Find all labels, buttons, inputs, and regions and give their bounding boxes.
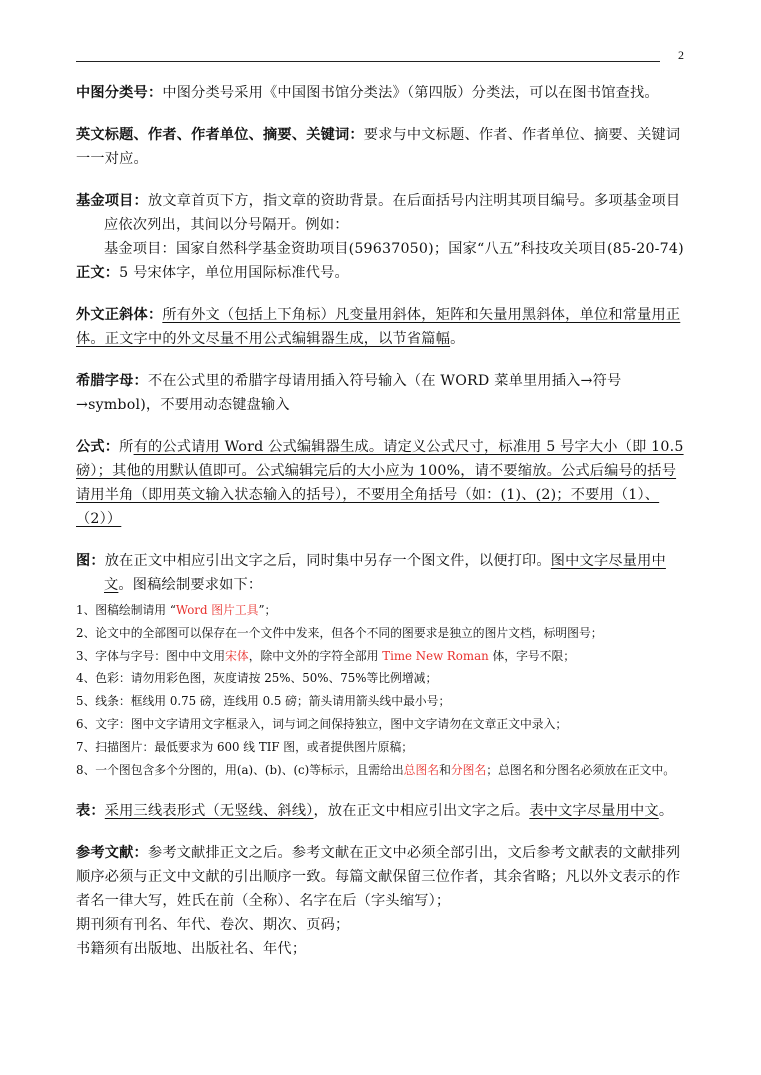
list-item-highlight: 分图名 (450, 762, 487, 777)
refs-text: 参考文献排正文之后。参考文献在正文中必须全部引出，文后参考文献表的文献排列顺序必须与正文中文献的引出顺序一致。每篇文献保留三位作者，其余省略；凡以外文表示的作者名一律大写，姓氏在前（全称）、名字在后（字头缩写）； (76, 845, 681, 910)
table-text-end: 。 (658, 803, 674, 820)
refs-paragraph (76, 841, 688, 913)
list-item (76, 690, 688, 713)
italic-end: 。 (450, 331, 465, 347)
body-text-paragraph (76, 261, 688, 285)
table-text-underlined-2: 表中文字尽量用中文 (529, 803, 659, 820)
formula-text: 有的公式请用 Word 公式编辑器生成。请定义公式尺寸，标准用 5 号字大小（即 10.5 磅）；其他的用默认值即可。公式编辑完后的大小应为 100%，请不要缩放。公式后编号的括号请用半角（即用英文输入状态输入的括号），不要用全角括号（如：(1)、(2)；不要用（1）、（2）） (76, 439, 684, 527)
list-item-text: 5、线条：框线用 0.75 磅，连线用 0.5 磅；箭头请用箭头线中最小号； (76, 694, 451, 709)
list-item (76, 713, 688, 736)
list-item-text: 3、字体与字号：图中中文用 (76, 648, 226, 663)
list-item-highlight: Word 图片工具 (175, 603, 259, 617)
list-item-highlight: Time New Roman (382, 648, 489, 663)
list-item-highlight: 宋体 (225, 648, 249, 663)
formula-label: 公式： (76, 439, 120, 455)
list-item-highlight: 总图名 (403, 762, 440, 777)
list-item-text: 4、色彩：请勿用彩色图，灰度请按 25%、50%、75%等比例增减； (76, 671, 438, 686)
content (76, 81, 688, 961)
italic-paragraph (76, 303, 688, 351)
table-text-mid: ，放在正文中相应引出文字之后。 (313, 803, 530, 820)
body-text-text: 5 号宋体字，单位用国际标准代号。 (119, 265, 349, 281)
list-item-text: ”； (258, 603, 277, 617)
list-item-text: 2、论文中的全部图可以保存在一个文件中发来，但各个不同的图要求是独立的图片文档，标明图号； (76, 625, 603, 640)
english-text: 要求与中文标题、作者、作者单位、摘要、关键词一一对应。 (76, 127, 681, 167)
list-item (76, 622, 688, 645)
fund-paragraph (76, 189, 688, 237)
figure-paragraph (76, 549, 688, 597)
figure-text-underlined: 图中文字尽量用中文 (104, 553, 666, 593)
figure-requirements-list (76, 599, 688, 781)
list-item-text: 7、扫描图片：最低要求为 600 线 TIF 图，或者提供图片原稿； (76, 739, 414, 754)
refs-label: 参考文献： (76, 845, 148, 862)
list-item-text: 1、图稿绘制请用 “ (76, 603, 176, 617)
list-item (76, 599, 688, 622)
greek-label: 希腊字母： (76, 373, 148, 389)
body-text-label: 正文： (76, 265, 120, 281)
figure-label: 图： (76, 553, 105, 569)
clc-paragraph (76, 81, 688, 105)
figure-text2: 。图稿绘制要求如下： (118, 577, 263, 593)
list-item-text: 6、文字：图中文字请用文字框录入，词与词之间保持独立，图中文字请勿在文章正文中录入； (76, 716, 568, 731)
list-item (76, 736, 688, 759)
header-rule (76, 61, 660, 62)
list-item-text: 和 (439, 762, 451, 777)
refs-book-line: 书籍须有出版地、出版社名、年代； (76, 941, 307, 958)
table-label: 表： (76, 803, 105, 820)
list-item-text: ；总图名和分图名必须放在正文中。 (486, 762, 676, 777)
figure-text1: 放在正文中相应引出文字之后，同时集中另存一个图文件，以便打印。 (104, 553, 551, 569)
formula-paragraph (76, 435, 688, 531)
table-paragraph (76, 799, 688, 823)
english-label: 英文标题、作者、作者单位、摘要、关键词： (76, 127, 364, 143)
fund-text: 放文章首页下方，指文章的资助背景。在后面括号内注明其项目编号。多项基金项目应依次列出，其间以分号隔开。例如： (104, 193, 681, 233)
fund-example: 基金项目：国家自然科学基金资助项目(59637050)；国家“八五”科技攻关项目(85-20-74) (104, 241, 684, 257)
table-text-underlined-1: 采用三线表形式（无竖线、斜线） (104, 803, 314, 820)
greek-text: 不在公式里的希腊字母请用插入符号输入（在 WORD 菜单里用插入→符号→symbol)，不要用动态键盘输入 (76, 373, 622, 413)
page-number: 2 (678, 48, 684, 62)
list-item (76, 759, 688, 782)
list-item (76, 645, 688, 668)
list-item (76, 667, 688, 690)
greek-paragraph (76, 369, 688, 417)
clc-text: 中图分类号采用《中国图书馆分类法》（第四版）分类法，可以在图书馆查找。 (162, 85, 659, 101)
english-paragraph (76, 123, 688, 171)
list-item-text: ，除中文外的字符全部用 (248, 648, 383, 663)
list-item-text: 体，字号不限； (488, 648, 576, 663)
italic-label: 外文正斜体： (76, 307, 163, 323)
italic-text: 所有外文（包括上下角标）凡变量用斜体，矩阵和矢量用黑斜体，单位和常量用正体。正文字中的外文尽量不用公式编辑器生成，以节省篇幅 (76, 307, 681, 347)
formula-pre: 所 (119, 439, 134, 455)
clc-label: 中图分类号： (76, 85, 163, 101)
list-item-text: 8、一个图包含多个分图的，用(a)、(b)、(c)等标示，且需给出 (76, 762, 404, 777)
fund-label: 基金项目： (76, 193, 148, 209)
refs-journal-line: 期刊须有刊名、年代、卷次、期次、页码； (76, 917, 350, 934)
